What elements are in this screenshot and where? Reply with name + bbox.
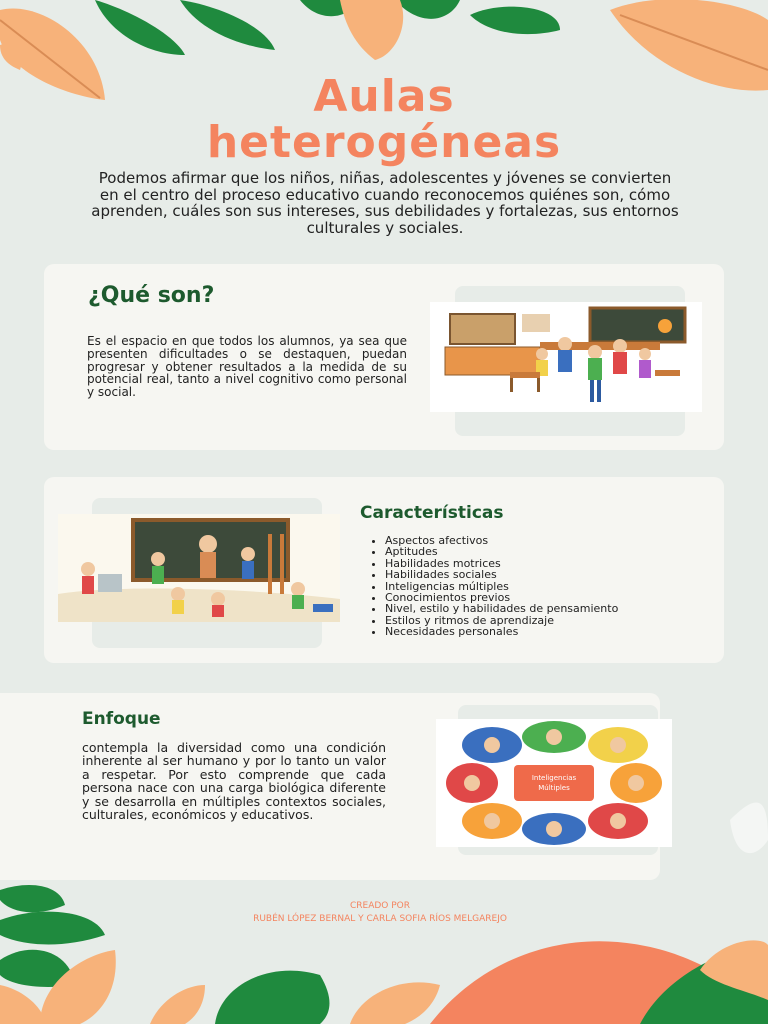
list-item: • Conocimientos previos [385,592,645,603]
leaf-icon [350,982,440,1024]
footer-credit-label: CREADO POR [349,901,411,911]
list-item: • Inteligencias múltiples [385,581,645,592]
page-title-line1: Aulas [313,71,455,122]
caracteristicas-heading: Características [360,503,504,523]
list-item: • Aspectos afectivos [385,535,645,546]
multiple-intelligences-illustration [436,719,672,847]
leaf-icon [215,971,329,1024]
list-item: • Estilos y ritmos de aprendizaje [385,615,645,626]
leaf-icon [95,0,560,55]
classroom-illustration [430,302,702,412]
leaf-icon [340,0,403,60]
caracteristicas-list [370,535,645,638]
que-son-text: Es el espacio en que todos los alumnos, ya sea que presenten dificultades o se destaquen, puedan progresar y obtener resultados a la medida de su potencial real, tanto a nivel cognitivo como personal y social. [87,334,407,400]
leaf-icon [730,803,768,854]
list-item: • Habilidades motrices [385,558,645,569]
list-item: • Aptitudes [385,546,645,557]
leaf-icon [430,940,768,1024]
footer-authors: RUBÉN LÓPEZ BERNAL Y CARLA SOFIA RÍOS MELGAREJO [253,914,507,924]
que-son-heading: ¿Qué son? [88,283,215,308]
list-item: • Necesidades personales [385,626,645,637]
image-label: Múltiples [538,784,570,792]
page-title-line2: heterogéneas [206,117,562,168]
enfoque-heading: Enfoque [82,709,161,729]
enfoque-text: contempla la diversidad como una condición inherente al ser humano y por lo tanto un valor a respetar. Por esto comprende que cada persona nace con una carga biológica diferente y se desarrolla en múltiples contextos sociales, culturales, económicos y educativos. [82,740,386,823]
list-item: • Habilidades sociales [385,569,645,580]
image-label: Inteligencias [531,774,577,782]
intro-paragraph: Podemos afirmar que los niños, niñas, adolescentes y jóvenes se convierten en el centro del proceso educativo cuando reconocemos quiénes son, cómo aprenden, cuáles son sus intereses, sus debilidades y fortalezas, sus entornos culturales y sociales. [91,169,679,237]
list-item: • Nivel, estilo y habilidades de pensamiento [385,603,645,614]
children-classroom-illustration [58,514,340,622]
